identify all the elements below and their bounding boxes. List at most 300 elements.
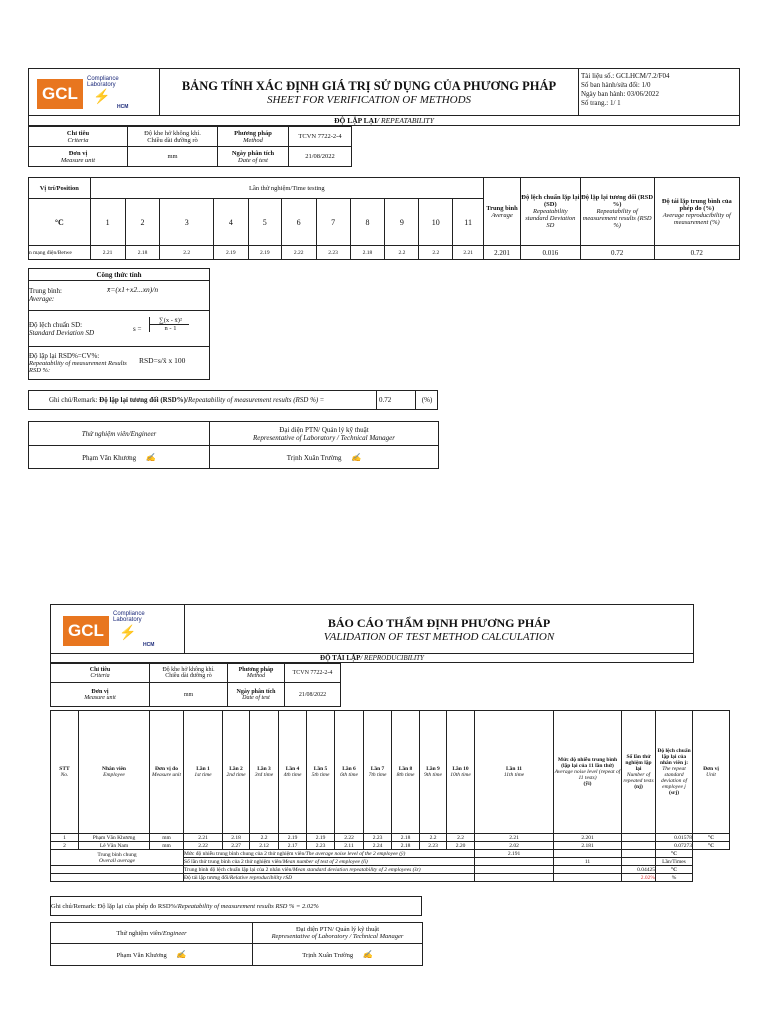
row-value: 2.27 [223, 842, 250, 850]
summary-count: 11 [554, 858, 622, 866]
row-unit: mm [150, 834, 184, 842]
summary-sd: 2.02% [622, 874, 656, 882]
blank-cell [51, 874, 184, 882]
lab-line-1: Compliance [113, 611, 145, 617]
th-run-en: 4th time [283, 772, 302, 778]
doc-revision: Số ban hành/sửa đổi: 1/0 [581, 81, 651, 89]
avg-header-en: Average [491, 211, 513, 219]
th-sd-vi: Độ lệch chuẩn lặp lại của nhân viên j: [657, 748, 691, 766]
criteria-label-vi: Chỉ tiêu [89, 667, 111, 673]
note-prefix: Ghi chú/Remark: [51, 903, 96, 910]
run-number: 10 [419, 199, 453, 246]
run-number: 2 [125, 199, 160, 246]
engineer-name: Phạm Văn Khương [116, 952, 167, 959]
row-value: 2.18 [392, 834, 420, 842]
date-label-en: Date of test [242, 694, 270, 701]
row-count [622, 842, 656, 850]
sheet2-info-table [50, 663, 341, 707]
date-label [218, 147, 289, 167]
th-run-vi: Lần 10 [452, 766, 469, 772]
row-no: 1 [51, 834, 79, 842]
run-number: 11 [453, 199, 484, 246]
run-number: 8 [350, 199, 385, 246]
doc-info [578, 68, 740, 116]
row-value: 2.24 [364, 842, 392, 850]
row-value: 2.19 [279, 834, 307, 842]
times-header: Lần thử nghiệm/Time testing [90, 178, 483, 199]
row-sd: 0.07273 [656, 842, 693, 850]
row-value: 2.2 [420, 834, 447, 842]
logo-text: GCL [42, 84, 78, 103]
th-run [447, 711, 475, 834]
lab-name [87, 76, 119, 89]
gcl-logo [37, 79, 83, 109]
rsd-header-vi: Độ lặp lại tương đối (RSD %) [581, 194, 654, 208]
th-stt-vi: STT [59, 766, 70, 772]
logo-cell [28, 68, 160, 116]
position-header: Vị trí/Position [29, 178, 91, 199]
method-label-en: Method [243, 136, 263, 144]
th-run-en: 2nd time [226, 772, 246, 778]
th-run [250, 711, 279, 834]
method-label-en: Method [246, 673, 266, 679]
row-average: 2.201 [484, 246, 521, 260]
summary-u: °C [656, 866, 693, 874]
summary-u: % [656, 874, 693, 882]
sheet1-data-table [28, 177, 740, 260]
row-mean: 2.201 [554, 834, 622, 842]
row-value: 2.18 [125, 246, 160, 260]
row-value: 2.21 [453, 246, 484, 260]
th-run-vi: Lần 11 [505, 766, 523, 772]
row-sd: 0.01578 [656, 834, 693, 842]
summary-sd [622, 850, 656, 858]
f-avg-label-en: Average: [29, 295, 55, 303]
logo-city: HCM [143, 642, 155, 648]
note-prefix: Ghi chú/Remark: [49, 396, 98, 404]
manager-name: Trịnh Xuân Trường [302, 952, 354, 959]
row-value: 2.19 [213, 246, 248, 260]
th-sd [656, 711, 693, 834]
criteria-label-en: Criteria [90, 673, 110, 679]
sheet1-note [28, 390, 438, 410]
criteria-value [150, 664, 228, 683]
f-avg-label: Trung bình: [29, 287, 63, 295]
th-sd-en: The repeat standard deviation of employee j [660, 766, 688, 790]
section-vi: ĐỘ LẶP LẠI [334, 116, 378, 125]
manager-label-vi: Đại diện PTN/ Quản lý kỹ thuật [295, 926, 380, 933]
lab-line-2: Laboratory [87, 82, 116, 89]
summary-en: Relative reproducibility rSD [229, 874, 293, 881]
date-label-vi: Ngày phân tích [231, 149, 275, 157]
formula-average [29, 281, 209, 311]
note-text-vi: Độ lặp lại của phép đo RSD%/ [95, 903, 178, 910]
run-number: 3 [160, 199, 213, 246]
summary-mean [475, 858, 554, 866]
unit-label-vi: Đơn vị [68, 149, 88, 157]
row-value: 2.23 [364, 834, 392, 842]
criteria-value [128, 127, 218, 147]
sd-header-en: Repeatability standard Deviation SD [525, 208, 576, 229]
summary-row [51, 866, 730, 874]
th-run-vi: Lần 5 [313, 766, 328, 772]
note-value: 0.72 [376, 390, 416, 410]
summary-vi: Trung bình độ lệch chuẩn lặp lại của 2 nhân viên/ [184, 866, 293, 873]
engineer-label-en: Engineer [162, 929, 187, 937]
manager-label-vi: Đại diện PTN/ Quản lý kỹ thuật [279, 425, 369, 434]
th-run-en: 10th time [450, 772, 471, 778]
summary-sd [622, 858, 656, 866]
row-value: 2.2 [160, 246, 213, 260]
row-value: 2.18 [392, 842, 420, 850]
summary-vi: Số lần thử trung bình của 2 thử nghiệm viên/ [184, 858, 283, 865]
sheet2-signatures [50, 922, 423, 966]
f-sd-label: Độ lệch chuẩn SD: [29, 321, 83, 329]
overall-label [51, 850, 184, 866]
summary-label [184, 850, 475, 858]
logo-text: GCL [68, 621, 104, 640]
summary-count [554, 850, 622, 858]
th-run-en: 6th time [340, 772, 358, 778]
th-run [475, 711, 554, 834]
summary-label [184, 858, 475, 866]
th-run [279, 711, 307, 834]
th-mean-vi: Mức độ nhiễu trung bình (lặp lại của 11 lần thử) [557, 757, 618, 769]
th-run-vi: Lần 4 [285, 766, 300, 772]
th-run [335, 711, 364, 834]
row-sd: 0.016 [521, 246, 581, 260]
manager-name: Trịnh Xuân Trường [286, 453, 342, 462]
th-count [622, 711, 656, 834]
rsd-header [580, 178, 654, 246]
th-mean-en: Average noise level (repeat of 11 tests) [554, 769, 621, 781]
summary-count [554, 866, 622, 874]
row-value: 2.2 [250, 834, 279, 842]
sheet1-info-table [28, 126, 352, 167]
manager-label-en: Representative of Laboratory / Technical Manager [271, 933, 404, 940]
row-value: 2.22 [335, 834, 364, 842]
overall-label-vi: Trung bình chung [97, 851, 137, 858]
summary-u: °C [656, 850, 693, 858]
rsd-header-en: Repeatability of measurement results (RSD %) [582, 208, 652, 229]
row-u: °C [693, 842, 730, 850]
row-value: 2.22 [281, 246, 316, 260]
header-row [51, 711, 730, 834]
sheet1-title-vi: BẢNG TÍNH XÁC ĐỊNH GIÁ TRỊ SỬ DỤNG CỦA PHƯƠNG PHÁP [181, 78, 557, 93]
summary-en: The average noise level of the 2 employee (ȳ) [305, 850, 406, 857]
sheet2-title-en: VALIDATION OF TEST METHOD CALCULATION [323, 630, 555, 643]
summary-mean: 2.191 [475, 850, 554, 858]
sheet2-title-vi: BÁO CÁO THẨM ĐỊNH PHƯƠNG PHÁP [327, 615, 551, 630]
summary-en: Mean number of test of 2 employee (ñ) [282, 858, 368, 865]
th-emp-en: Employee [103, 772, 125, 778]
date-value: 21/08/2022 [289, 147, 352, 167]
engineer-label: Thử nghiệm viên/Engineer [29, 422, 210, 446]
summary-label [184, 874, 475, 882]
criteria-value-2: Chiều dài đường rò [147, 136, 198, 144]
logo-cell-2 [50, 604, 185, 654]
formula-rsd [29, 347, 209, 379]
th-run-vi: Lần 6 [342, 766, 356, 772]
row-value: 2.21 [90, 246, 125, 260]
engineer-name: Phạm Văn Khương [82, 453, 137, 462]
method-value: TCVN 7722-2-4 [289, 127, 352, 147]
unit-value: mm [128, 147, 218, 167]
th-run [307, 711, 335, 834]
repro-header [654, 178, 739, 246]
th-run-vi: Lần 8 [398, 766, 413, 772]
th-run [364, 711, 392, 834]
row-value: 2.2 [385, 246, 419, 260]
row-value: 2.22 [184, 842, 223, 850]
th-run-en: 5th time [311, 772, 330, 778]
row-value: 2.02 [475, 842, 554, 850]
method-label-vi: Phương pháp [234, 129, 272, 137]
run-number: 5 [248, 199, 281, 246]
unit-c-header: °C [29, 199, 91, 246]
th-count-vi: Số lần thử nghiệm lặp lại [625, 754, 652, 772]
th-count-sym: (nj) [634, 784, 643, 790]
manager-sign-cell [210, 446, 439, 469]
overall-label-en: Overall average [99, 857, 135, 864]
sheet1-section-title [28, 115, 740, 126]
th-run [392, 711, 420, 834]
th-run-en: 3rd time [254, 772, 274, 778]
criteria-label-vi: Chỉ tiêu [66, 129, 90, 137]
signature-icon: ✍ [362, 950, 373, 959]
summary-row [51, 874, 730, 882]
run-number: 1 [90, 199, 125, 246]
th-run-vi: Lần 9 [426, 766, 440, 772]
th-emp-vi: Nhân viên [102, 766, 126, 772]
f-rsd-formula: RSD=s/x̄ x 100 [139, 356, 186, 365]
blank-cell [51, 866, 184, 874]
formula-box [28, 268, 210, 380]
note-text-en: Repeatability of measurement results RSD % = 2.02% [177, 903, 319, 910]
engineer-sign-cell [51, 944, 253, 966]
date-label-vi: Ngày phân tích [236, 688, 276, 695]
note-unit: (%) [421, 396, 433, 404]
unit-label [51, 683, 150, 707]
run-number: 4 [213, 199, 248, 246]
th-unit2-en: Unit [706, 772, 716, 778]
formula-sd [29, 311, 209, 347]
summary-mean [475, 866, 554, 874]
summary-u: Lần/Times [656, 858, 693, 866]
th-run [223, 711, 250, 834]
section-vi: ĐỘ TÁI LẶP [320, 654, 361, 662]
lab-line-1: Compliance [87, 76, 119, 82]
engineer-sign-cell [29, 446, 210, 469]
avg-header-vi: Trung bình [486, 204, 518, 212]
avg-header [484, 178, 521, 246]
criteria-value-1: Độ khe hở không khí. [162, 667, 215, 673]
th-run [420, 711, 447, 834]
run-number: 6 [281, 199, 316, 246]
th-unit [150, 711, 184, 834]
date-value: 21/08/2022 [285, 683, 341, 707]
unit-value: mm [150, 683, 228, 707]
row-value: 2.21 [184, 834, 223, 842]
row-value: 2.23 [316, 246, 350, 260]
run-number: 9 [385, 199, 419, 246]
manager-sign-cell [253, 944, 423, 966]
method-value: TCVN 7722-2-4 [285, 664, 341, 683]
th-unit-vi: Đơn vị đo [155, 766, 178, 772]
note-text [49, 396, 324, 404]
row-value: 2.2 [447, 834, 475, 842]
row-value: 2.23 [420, 842, 447, 850]
th-run-en: 11th time [503, 772, 525, 778]
summary-mean [475, 874, 554, 882]
th-count-en: Number of repeated tests [623, 772, 654, 784]
th-stt-en: No. [60, 772, 69, 778]
row-mean: 2.181 [554, 842, 622, 850]
note-text-vi: Độ lặp lại tương đối (RSD%)/ [99, 396, 188, 404]
row-u: °C [693, 834, 730, 842]
summary-en: Mean standard deviation repeatability of 2 employees (s̄r) [292, 866, 421, 873]
f-rsd-label-en: Repeatability of measurement Results RSD %: [29, 360, 127, 374]
criteria-value-2: Chiều dài đường rò [165, 673, 212, 679]
row-label: n mạng điện/Betwe [29, 246, 91, 260]
method-label [228, 664, 285, 683]
summary-sd: 0.04425 [622, 866, 656, 874]
repro-header-en: Average reproducibility of measurement (%) [662, 211, 731, 226]
summary-count [554, 874, 622, 882]
summary-vi: Độ tái lặp tương đối/ [184, 874, 230, 881]
manager-label [210, 422, 439, 446]
f-sd-label-en: Standard Deviation SD [29, 329, 95, 337]
th-run-en: 9th time [424, 772, 442, 778]
row-no: 2 [51, 842, 79, 850]
manager-label-en: Representative of Laboratory / Technical Manager [253, 433, 395, 442]
method-label-vi: Phương pháp [238, 667, 274, 673]
f-rsd-label: Độ lặp lại RSD%=CV%: [29, 352, 100, 360]
th-sd-sym: (srj) [668, 790, 680, 796]
sqrt-fraction [149, 317, 189, 332]
sheet1-title-en: SHEET FOR VERIFICATION OF METHODS [266, 93, 472, 106]
doc-issue-date: Ngày ban hành: 03/06/2022 [581, 90, 659, 98]
sheet2-section-title [50, 653, 694, 663]
lightning-icon: ⚡ [93, 90, 111, 105]
note-text-en: Repeatability of measurement results (RSD %) [187, 396, 319, 404]
doc-page: Số trang.: 1/ 1 [581, 99, 621, 107]
gcl-logo [63, 616, 109, 646]
table-row [29, 246, 740, 260]
table-row [51, 834, 730, 842]
sheet2-title-cell [184, 604, 694, 654]
lab-line-2: Laboratory [113, 617, 142, 624]
th-run-vi: Lần 3 [257, 766, 271, 772]
criteria-label [29, 127, 128, 147]
unit-label-vi: Đơn vị [91, 688, 109, 695]
row-value: 2.12 [250, 842, 279, 850]
th-run-en: 1st time [194, 772, 212, 778]
th-run-vi: Lần 2 [229, 766, 243, 772]
f-sd-denominator: n - 1 [149, 325, 189, 332]
sheet2-note [50, 896, 422, 916]
note-eq: = [318, 396, 324, 404]
unit-label-en: Measure unit [60, 156, 96, 164]
row-rsd: 0.72 [580, 246, 654, 260]
th-unit2-vi: Đơn vị [703, 766, 719, 772]
row-value: 2.20 [447, 842, 475, 850]
sheet1-signatures [28, 421, 439, 469]
date-label-en: Date of test [238, 156, 268, 164]
th-run-vi: Lần 7 [370, 766, 385, 772]
th-run-en: 8th time [396, 772, 415, 778]
th-run-en: 7th time [368, 772, 387, 778]
sd-header [521, 178, 581, 246]
criteria-value-1: Độ khe hở không khí. [144, 129, 201, 137]
row-name: Lê Văn Nam [79, 842, 150, 850]
criteria-label-en: Criteria [67, 136, 89, 144]
th-employee [79, 711, 150, 834]
row-value: 2.18 [223, 834, 250, 842]
f-sd-numerator: ∑(x - x̄)² [149, 317, 189, 325]
unit-label-en: Measure unit [84, 694, 116, 701]
lightning-icon: ⚡ [119, 626, 137, 641]
formula-title: Công thức tính [29, 269, 209, 281]
row-value: 2.17 [279, 842, 307, 850]
row-value: 2.2 [419, 246, 453, 260]
section-en: / REPEATABILITY [377, 116, 434, 125]
method-label [218, 127, 289, 147]
f-sd-s: s = [133, 325, 142, 333]
th-unit2 [693, 711, 730, 834]
row-unit: mm [150, 842, 184, 850]
row-value: 2.19 [307, 834, 335, 842]
doc-number: Tài liệu số.: GCLHCM/7.2/F04 [581, 72, 670, 80]
row-count [622, 834, 656, 842]
row-value: 2.18 [350, 246, 385, 260]
unit-label [29, 147, 128, 167]
row-repro: 0.72 [654, 246, 739, 260]
section-en: / REPRODUCIBILITY [360, 654, 424, 662]
th-mean-sym: (ȳi) [583, 781, 592, 787]
f-avg-formula: x̄=(x1+x2...xn)/n [107, 285, 159, 294]
row-name: Phạm Văn Khương [79, 834, 150, 842]
sd-header-vi: Độ lệch chuẩn lặp lại (SD) [521, 194, 580, 208]
summary-row [51, 850, 730, 858]
th-stt [51, 711, 79, 834]
sheet1-title-cell [159, 68, 579, 116]
row-value: 2.11 [335, 842, 364, 850]
table-row [51, 842, 730, 850]
manager-label [253, 923, 423, 944]
th-run-vi: Lần 1 [196, 766, 210, 772]
th-mean [554, 711, 622, 834]
date-label [228, 683, 285, 707]
lab-name [113, 611, 145, 624]
th-run [184, 711, 223, 834]
engineer-label [51, 923, 253, 944]
row-value: 2.21 [475, 834, 554, 842]
logo-city: HCM [117, 104, 129, 110]
sheet2-data-table [50, 710, 730, 882]
signature-icon: ✍ [145, 452, 156, 462]
row-value: 2.19 [248, 246, 281, 260]
summary-vi: Mức độ nhiễu trung bình chung của 2 thử nghiệm viên/ [184, 850, 306, 857]
engineer-label-vi: Thử nghiệm viên/ [116, 929, 163, 937]
run-number: 7 [316, 199, 350, 246]
repro-header-vi: Độ tái lặp trung bình của phép đo (%) [661, 197, 732, 212]
th-unit-en: Measure unit [152, 772, 181, 778]
summary-label [184, 866, 475, 874]
signature-icon: ✍ [176, 950, 187, 959]
signature-icon: ✍ [351, 452, 362, 462]
criteria-label [51, 664, 150, 683]
